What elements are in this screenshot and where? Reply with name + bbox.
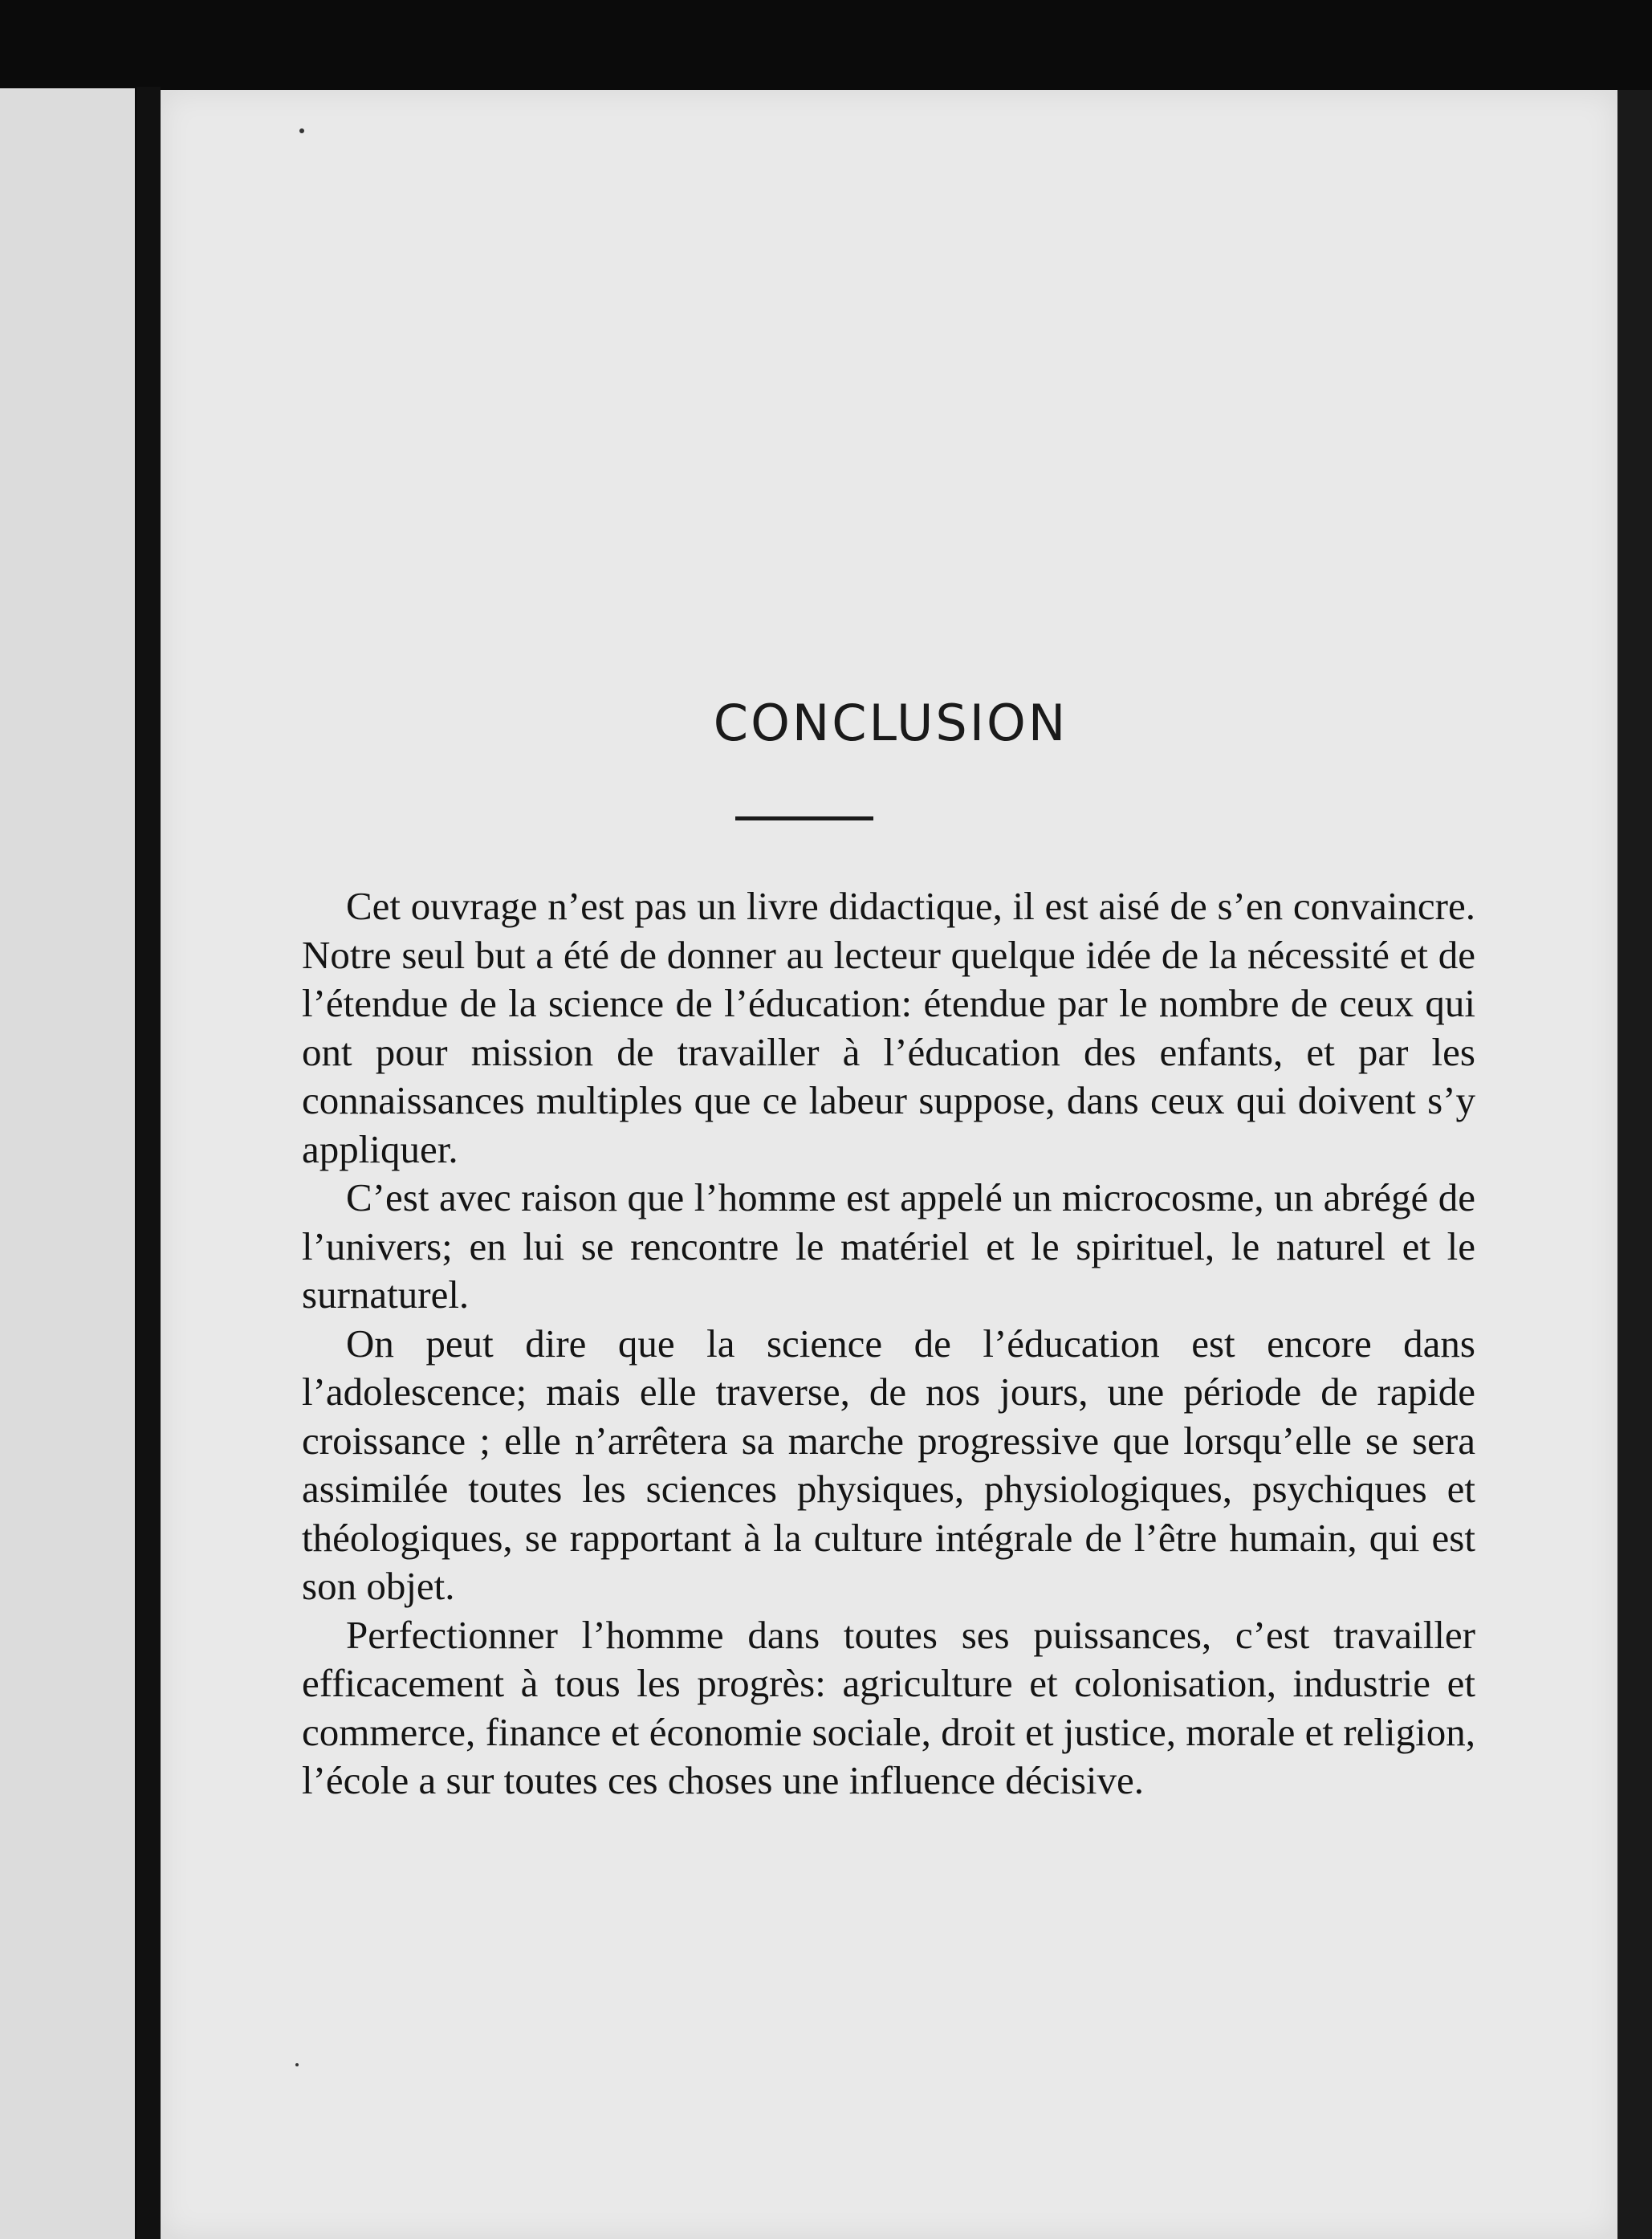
body-text — [302, 882, 1475, 1805]
paragraph-4: Perfectionner l’homme dans toutes ses puissances, c’est travailler efficacement à tous les progrès: agriculture et colonisation, industrie et commerce, finance et économie sociale, droit et justice, morale et religion, l’école a sur toutes ces choses une influence décisive. — [302, 1612, 1475, 1802]
scan-speck — [299, 128, 304, 133]
book-gutter — [136, 87, 161, 2239]
paragraph-1: Cet ouvrage n’est pas un livre didactique, il est aisé de s’en convaincre. Notre seul but a été de donner au lecteur quelque idée de la nécessité et de l’étendue de la science de l’éducation: étendue par le nombre de ceux qui ont pour mission de travailler à l’éducation des enfants, et par les connaissances multiples que ce labeur suppose, dans ceux qui doivent s’y appliquer. — [302, 884, 1475, 1171]
book-page — [161, 90, 1617, 2239]
title-rule — [735, 816, 873, 820]
page-right-edge — [1617, 90, 1652, 2239]
chapter-title — [161, 694, 1617, 752]
paragraph-3: On peut dire que la science de l’éducation est encore dans l’adolescence; mais elle traverse, de nos jours, une période de rapide croissance ; elle n’arrêtera sa marche progressive que lorsqu’elle se sera assimilée toutes les sciences physiques, physiologiques, psychiques et théologiques, se rapportant à la culture intégrale de l’être humain, qui est son objet. — [302, 1321, 1475, 1608]
previous-page-edge — [0, 88, 135, 2239]
scan-speck — [295, 2063, 299, 2066]
paragraph-2: C’est avec raison que l’homme est appelé un microcosme, un abrégé de l’univers; en lui se rencontre le matériel et le spirituel, le naturel et le surnaturel. — [302, 1175, 1475, 1317]
chapter-title-text: CONCLUSION — [713, 694, 1068, 752]
